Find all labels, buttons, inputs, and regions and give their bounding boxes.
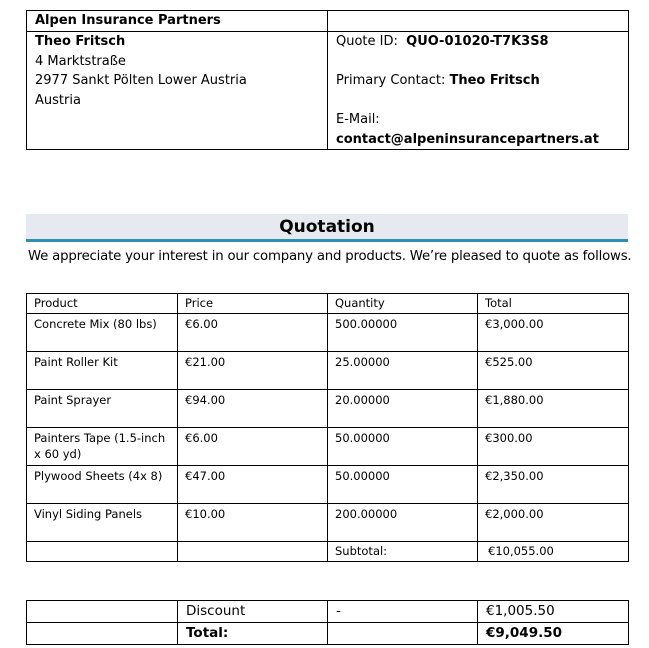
table-row xyxy=(27,390,629,428)
cell-total: €1,880.00 xyxy=(478,390,629,428)
discount-row xyxy=(27,601,629,623)
cell-price: €47.00 xyxy=(178,466,328,504)
cell-product: Vinyl Siding Panels xyxy=(27,504,178,542)
cell-product: Concrete Mix (80 lbs) xyxy=(27,314,178,352)
cell-product: Paint Sprayer xyxy=(27,390,178,428)
cell-quantity: 50.00000 xyxy=(328,466,478,504)
quote-id: QUO-01020-T7K3S8 xyxy=(406,34,549,49)
total-row xyxy=(27,623,629,645)
column-header: Price xyxy=(178,294,328,314)
header-table xyxy=(26,10,629,150)
subtotal-label: Subtotal: xyxy=(328,542,478,562)
cell-quantity: 20.00000 xyxy=(328,390,478,428)
cell-price: €6.00 xyxy=(178,314,328,352)
address-line2: 2977 Sankt Pölten Lower Austria xyxy=(35,73,247,88)
table-row xyxy=(27,352,629,390)
column-header: Quantity xyxy=(328,294,478,314)
column-header: Total xyxy=(478,294,629,314)
cell-quantity: 200.00000 xyxy=(328,504,478,542)
company-name: Alpen Insurance Partners xyxy=(27,11,328,32)
cell-price: €94.00 xyxy=(178,390,328,428)
subtotal-value: €10,055.00 xyxy=(478,542,629,562)
quote-id-label: Quote ID: xyxy=(336,34,398,49)
subtotal-row xyxy=(27,542,629,562)
country: Austria xyxy=(35,92,81,108)
email: contact@alpeninsurancepartners.at xyxy=(336,131,599,147)
cell-price: €6.00 xyxy=(178,428,328,466)
table-header-row xyxy=(27,294,629,314)
total-label: Total: xyxy=(178,623,328,645)
column-header: Product xyxy=(27,294,178,314)
discount-value: €1,005.50 xyxy=(478,601,629,623)
cell-quantity: 500.00000 xyxy=(328,314,478,352)
totals-table xyxy=(26,600,629,645)
table-row xyxy=(27,314,629,352)
quote-info xyxy=(328,32,629,150)
table-row xyxy=(27,504,629,542)
cell-total: €3,000.00 xyxy=(478,314,629,352)
address-line1: 4 Marktstraße xyxy=(35,53,126,69)
cell-product: Painters Tape (1.5-inch x 60 yd) xyxy=(27,428,178,466)
cell-product: Plywood Sheets (4x 8) xyxy=(27,466,178,504)
cell-total: €2,000.00 xyxy=(478,504,629,542)
cell-quantity: 50.00000 xyxy=(328,428,478,466)
items-table xyxy=(26,293,629,562)
email-label: E-Mail: xyxy=(336,112,380,127)
table-row xyxy=(27,428,629,466)
intro-text: We appreciate your interest in our company and products. We’re pleased to quote as follows. xyxy=(28,249,632,264)
customer-address xyxy=(27,32,328,150)
primary-contact: Theo Fritsch xyxy=(449,73,540,88)
cell-price: €21.00 xyxy=(178,352,328,390)
total-value: €9,049.50 xyxy=(478,623,629,645)
primary-contact-label: Primary Contact: xyxy=(336,73,446,88)
discount-label: Discount xyxy=(178,601,328,623)
cell-total: €300.00 xyxy=(478,428,629,466)
cell-total: €525.00 xyxy=(478,352,629,390)
table-row xyxy=(27,466,629,504)
contact-name: Theo Fritsch xyxy=(35,34,126,49)
cell-product: Paint Roller Kit xyxy=(27,352,178,390)
cell-total: €2,350.00 xyxy=(478,466,629,504)
cell-price: €10.00 xyxy=(178,504,328,542)
quotation-title: Quotation xyxy=(26,214,628,242)
cell-quantity: 25.00000 xyxy=(328,352,478,390)
discount-rate: - xyxy=(328,601,478,623)
